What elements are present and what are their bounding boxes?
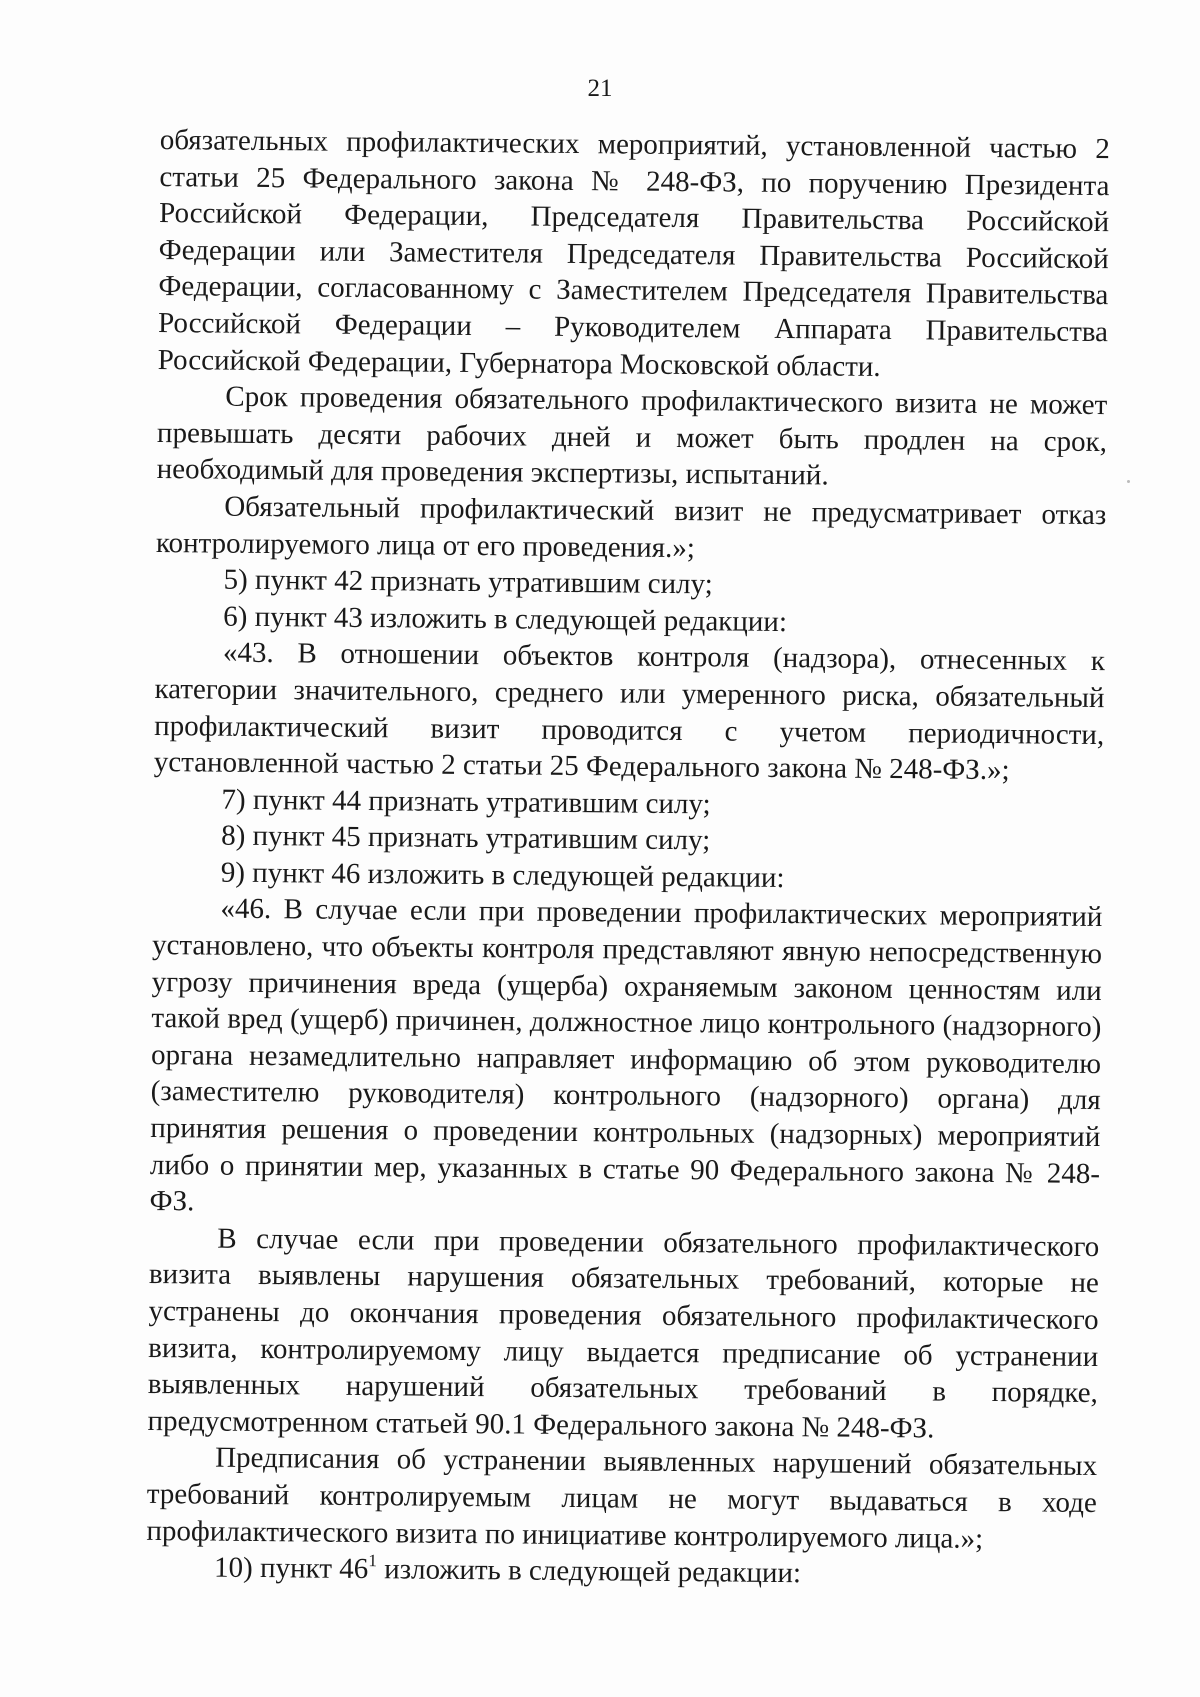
list-item-5: 5) пункт 42 признать утратившим силу; (223, 563, 713, 601)
paragraph-no-refusal: Обязательный профилактический визит не предусматривает отказ контролируемого лица от его проведения.»; (155, 490, 1107, 564)
superscript-index: 1 (368, 1549, 378, 1570)
list-item-6: 6) пункт 43 изложить в следующей редакции: (223, 600, 788, 638)
list-item-8: 8) пункт 45 признать утратившим силу; (220, 819, 711, 857)
paragraph-item-46: «46. В случае если при проведении профилактических мероприятий установлено, что объекты контроля представляют явную непосредственную угрозу причинения вреда (ущерба) охраняемым законом ценностям или такой вред (ущерб) причинен, должностное лицо контрольного (надзорного) органа незамедлительно направляет информацию об этом руководителю (заместителю руководителя) контрольного (надзорного) органа) для принятия решения о проведении контрольных (надзорных) мероприятий либо о принятии мер, указанных в статье 90 Федерального закона № 248-ФЗ. (149, 893, 1103, 1218)
paragraph-visit-duration: Срок проведения обязательного профилактического визита не может превышать десяти рабочих дней и может быть продлен на срок, необходимый для проведения экспертизы, испытаний. (156, 380, 1108, 492)
document-body (146, 122, 1110, 1595)
paragraph-violations: В случае если при проведении обязательного профилактического визита выявлены нарушения обязательных требований, которые не устранены до окончания проведения обязательного профилактического визита, контролируемому лицу выдается предписание об устранении выявленных нарушений обязательных требований в порядке, предусмотренном статьей 90.1 Федерального закона № 248-ФЗ. (147, 1222, 1100, 1445)
list-item-10-text: 10) пункт 46 (213, 1551, 369, 1586)
list-item-10-tail: изложить в следующей редакции: (376, 1553, 802, 1590)
paragraph-item-43: «43. В отношении объектов контроля (надзора), отнесенных к категории значительного, среднего или умеренного риска, обязательный профилактический визит проводится с учетом периодичности, установленной частью 2 статьи 25 Федерального закона № 248-ФЗ.»; (153, 636, 1106, 787)
page-number: 21 (587, 75, 613, 102)
list-item-9: 9) пункт 46 изложить в следующей редакции: (220, 856, 785, 894)
paragraph-prescriptions: Предписания об устранении выявленных нарушений обязательных требований контролируемым лицам не могут выдаваться в ходе профилактического визита по инициативе контролируемого лица.»; (146, 1441, 1098, 1555)
paragraph-continuation: обязательных профилактических мероприятий, установленной частью 2 статьи 25 Федерального закона № 248-ФЗ, по поручению Президента Российской Федерации, Председателя Правительства Российской Федерации или Заместителя Председателя Правительства Российской Федерации, согласованному с Заместителем Председателя Правительства Российской Федерации – Руководителем Аппарата Правительства Российской Федерации, Губернатора Московской области. (157, 123, 1110, 383)
scan-artifact (1127, 480, 1130, 483)
list-item-7: 7) пункт 44 признать утратившим силу; (221, 783, 711, 821)
